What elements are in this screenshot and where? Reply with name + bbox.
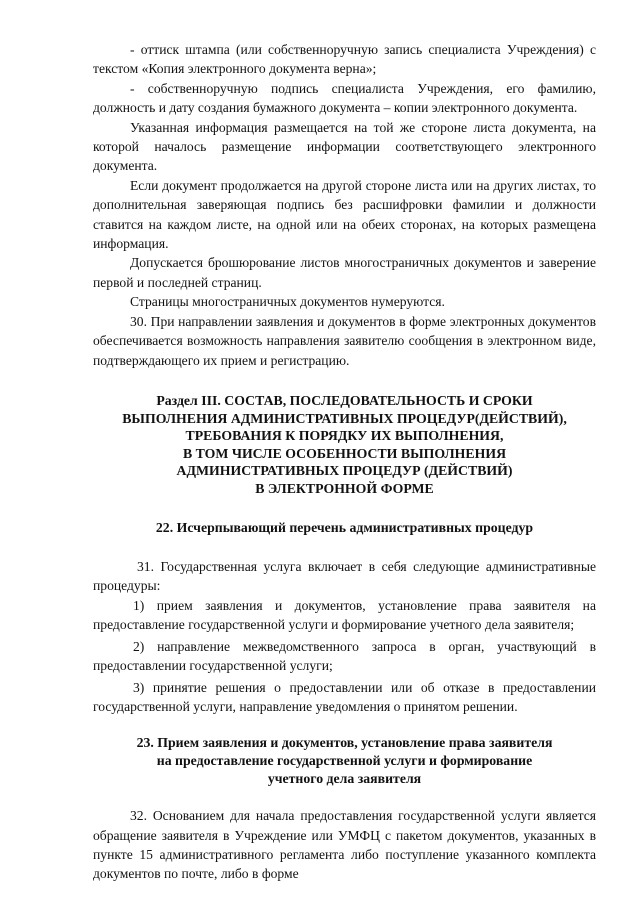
section-heading-line: ТРЕБОВАНИЯ К ПОРЯДКУ ИХ ВЫПОЛНЕНИЯ, [185,428,504,444]
paragraph-info-placement: Указанная информация размещается на той же стороне листа документа, на которой началось размещение информации соответствующего электронного документа. [93,119,596,174]
list-item-2: 2) направление межведомственного запроса в орган, участвующий в предоставлении государственной услуги; [93,638,596,674]
paragraph-numbering: Страницы многостраничных документов нумеруются. [130,294,445,310]
subheading-23-line: учетного дела заявителя [267,770,422,786]
section-heading-line: В ЭЛЕКТРОННОЙ ФОРМЕ [255,480,434,496]
subheading-22-text: 22. Исчерпывающий перечень административных процедур [155,520,534,536]
paragraph-stamp: - оттиск штампа (или собственноручную запись специалиста Учреждения) с текстом «Копия электронного документа верна»; [93,42,596,77]
section-heading-line: В ТОМ ЧИСЛЕ ОСОБЕННОСТИ ВЫПОЛНЕНИЯ [182,445,507,461]
list-item-3: 3) принятие решения о предоставлении или об отказе в предоставлении государственной услуги, направление уведомления о принятом решении. [93,679,596,714]
paragraph-31: 31. Государственная услуга включает в себя следующие административные процедуры: [93,559,596,594]
subheading-23 [93,734,596,787]
paragraph-continuation: Если документ продолжается на другой стороне листа или на других листах, то дополнительная заверяющая подпись без расшифровки фамилии и должности ставится на каждом листе, на одной или на обеих сторонах, на которых размещена информация. [93,177,596,252]
section-heading-line: Раздел III. СОСТАВ, ПОСЛЕДОВАТЕЛЬНОСТЬ И СРОКИ [156,392,533,408]
paragraph-binding: Допускается брошюрование листов многостраничных документов и заверение первой и последней страниц. [93,255,596,290]
paragraph-32: 32. Основанием для начала предоставления государственной услуги является обращение заявителя в Учреждение или УМФЦ с пакетом документов, указанных в пункте 15 административного регламента либо поступление указанного комплекта документов по почте, либо в форме [93,808,596,882]
paragraph-signature: - собственноручную подпись специалиста Учреждения, его фамилию, должность и дату создания бумажного документа – копии электронного документа. [93,80,596,116]
paragraph-30: 30. При направлении заявления и документов в форме электронных документов обеспечивается возможность направления заявителю сообщения в электронном виде, подтверждающего их прием и регистрацию. [93,313,596,368]
section-heading-line: ВЫПОЛНЕНИЯ АДМИНИСТРАТИВНЫХ ПРОЦЕДУР(ДЕЙСТВИЙ), [122,410,567,426]
section-heading [93,392,596,498]
section-heading-line: АДМИНИСТРАТИВНЫХ ПРОЦЕДУР (ДЕЙСТВИЙ) [176,463,513,479]
subheading-23-line: 23. Прием заявления и документов, установление права заявителя [136,735,553,751]
list-item-1: 1) прием заявления и документов, установление права заявителя на предоставление государственной услуги и формирование учетного дела заявителя; [93,597,596,633]
subheading-22 [93,519,596,537]
subheading-23-line: на предоставление государственной услуги и формирование [156,752,533,768]
